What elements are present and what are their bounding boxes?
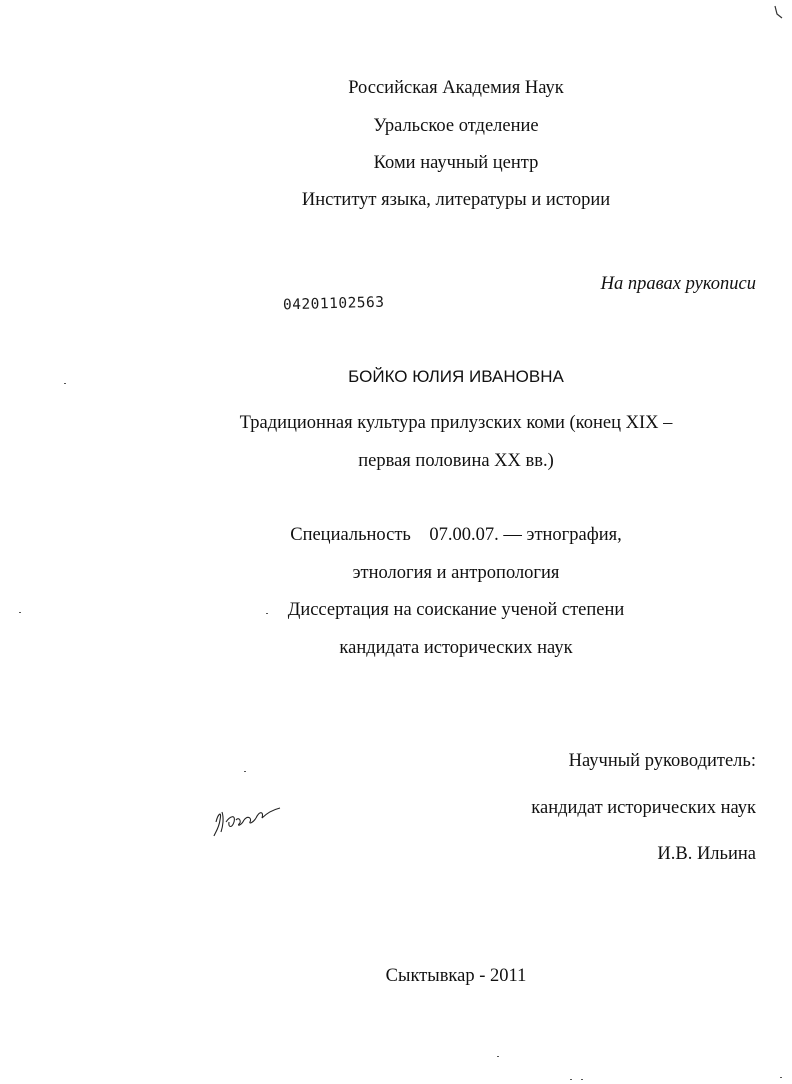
specialty-line-1: Специальность 07.00.07. — этнография, (290, 525, 622, 545)
scan-speck (244, 771, 246, 772)
scan-speck (780, 1077, 782, 1078)
degree-line-2: кандидата исторических наук (339, 638, 573, 658)
dissertation-title-line-1: Традиционная культура прилузских коми (конец XIX – (239, 413, 673, 433)
scan-speck (497, 1056, 499, 1057)
handwritten-signature (208, 800, 288, 840)
scan-speck (570, 1079, 572, 1080)
supervisor-name: И.В. Ильина (657, 844, 756, 864)
academy-name: Российская Академия Наук (348, 78, 564, 98)
place-and-year: Сыктывкар - 2011 (385, 966, 527, 986)
scan-speck (581, 1079, 583, 1080)
degree-line-1: Диссертация на соискание ученой степени (287, 600, 625, 620)
scan-speck (64, 383, 66, 384)
scan-speck (19, 612, 21, 613)
dissertation-title-line-2: первая половина XX вв.) (358, 451, 554, 471)
branch-name: Уральское отделение (373, 116, 539, 136)
supervisor-degree: кандидат исторических наук (531, 798, 756, 818)
research-center-name: Коми научный центр (373, 153, 539, 173)
specialty-line-2: этнология и антропология (352, 563, 560, 583)
author-name: БОЙКО ЮЛИЯ ИВАНОВНА (348, 367, 564, 386)
manuscript-rights-note: На правах рукописи (600, 274, 756, 294)
scan-speck (266, 613, 268, 614)
library-stamp-number: 04201102563 (282, 294, 385, 314)
corner-mark (772, 4, 786, 22)
institute-name: Институт языка, литературы и истории (301, 190, 611, 210)
supervisor-label: Научный руководитель: (568, 751, 756, 771)
